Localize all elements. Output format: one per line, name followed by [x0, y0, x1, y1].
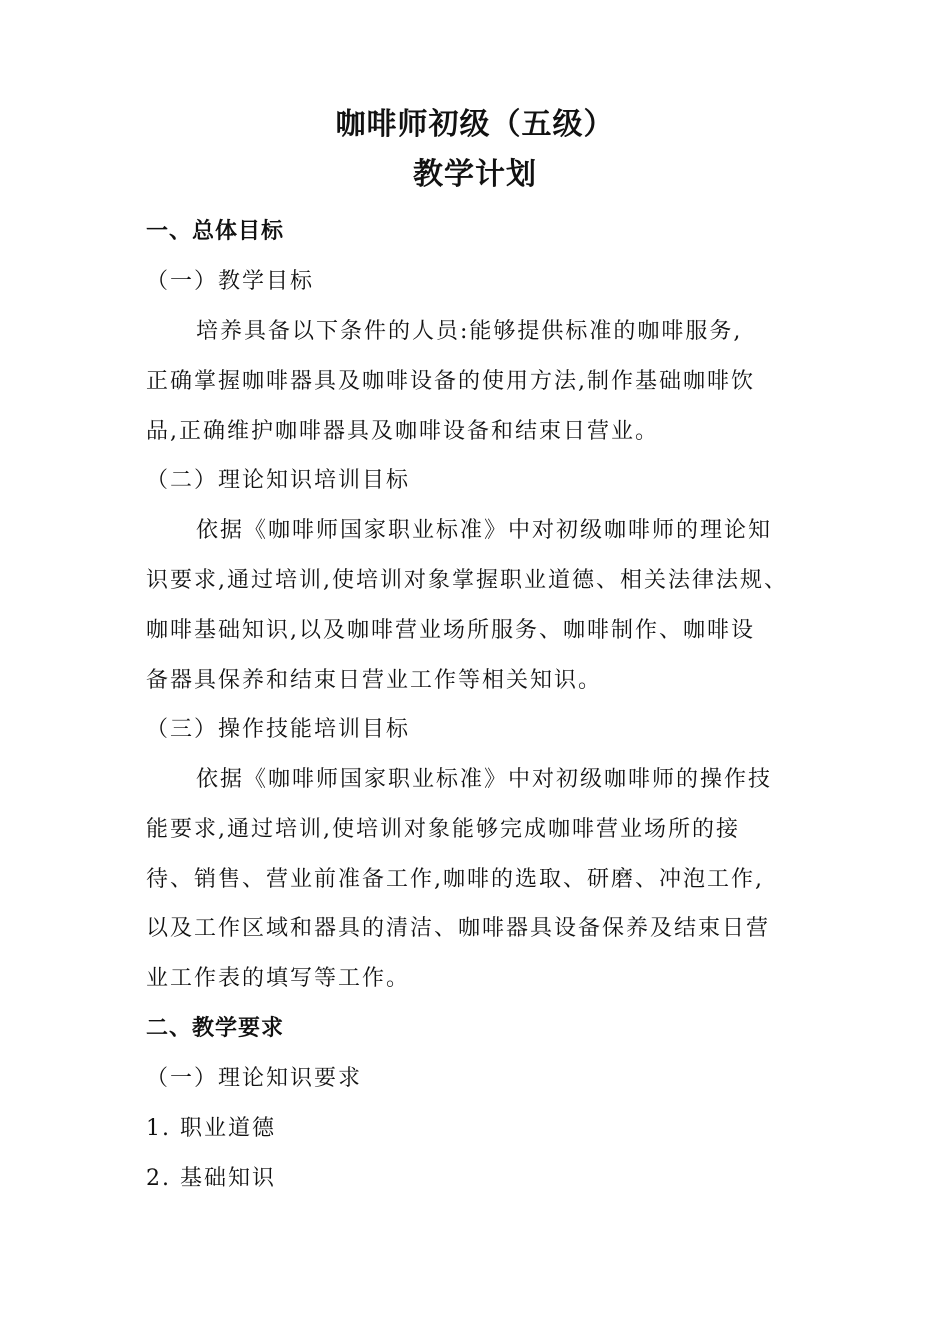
- paragraph-line: 培养具备以下条件的人员:能够提供标准的咖啡服务,: [196, 319, 743, 344]
- paragraph-line: 备器具保养和结束日营业工作等相关知识。: [146, 668, 603, 693]
- paragraph-line: 依据《咖啡师国家职业标准》中对初级咖啡师的操作技: [196, 767, 773, 792]
- section-heading-teaching-requirements: 二、教学要求: [146, 1016, 285, 1041]
- document-subtitle: 教学计划: [413, 157, 537, 192]
- subsection-heading-teaching-goal: （一）教学目标: [146, 269, 315, 294]
- paragraph-line: 业工作表的填写等工作。: [146, 966, 411, 991]
- paragraph-line: 识要求,通过培训,使培训对象掌握职业道德、相关法律法规、: [146, 568, 788, 593]
- list-item: 1. 职业道德: [146, 1116, 276, 1141]
- paragraph-line: 依据《咖啡师国家职业标准》中对初级咖啡师的理论知: [196, 518, 773, 543]
- section-heading-overall-goals: 一、总体目标: [146, 219, 285, 244]
- paragraph-line: 咖啡基础知识,以及咖啡营业场所服务、咖啡制作、咖啡设: [146, 618, 755, 643]
- document-title: 咖啡师初级（五级）: [335, 107, 615, 142]
- subsection-heading-theory-requirements: （一）理论知识要求: [146, 1066, 363, 1091]
- paragraph-line: 正确掌握咖啡器具及咖啡设备的使用方法,制作基础咖啡饮: [146, 369, 755, 394]
- subsection-heading-theory-goal: （二）理论知识培训目标: [146, 468, 411, 493]
- paragraph-line: 品,正确维护咖啡器具及咖啡设备和结束日营业。: [146, 419, 659, 444]
- paragraph-line: 待、销售、营业前准备工作,咖啡的选取、研磨、冲泡工作,: [146, 867, 764, 892]
- list-item: 2. 基础知识: [146, 1166, 276, 1191]
- paragraph-line: 能要求,通过培训,使培训对象能够完成咖啡营业场所的接: [146, 817, 740, 842]
- subsection-heading-skill-goal: （三）操作技能培训目标: [146, 717, 411, 742]
- paragraph-line: 以及工作区域和器具的清洁、咖啡器具设备保养及结束日营: [146, 916, 771, 941]
